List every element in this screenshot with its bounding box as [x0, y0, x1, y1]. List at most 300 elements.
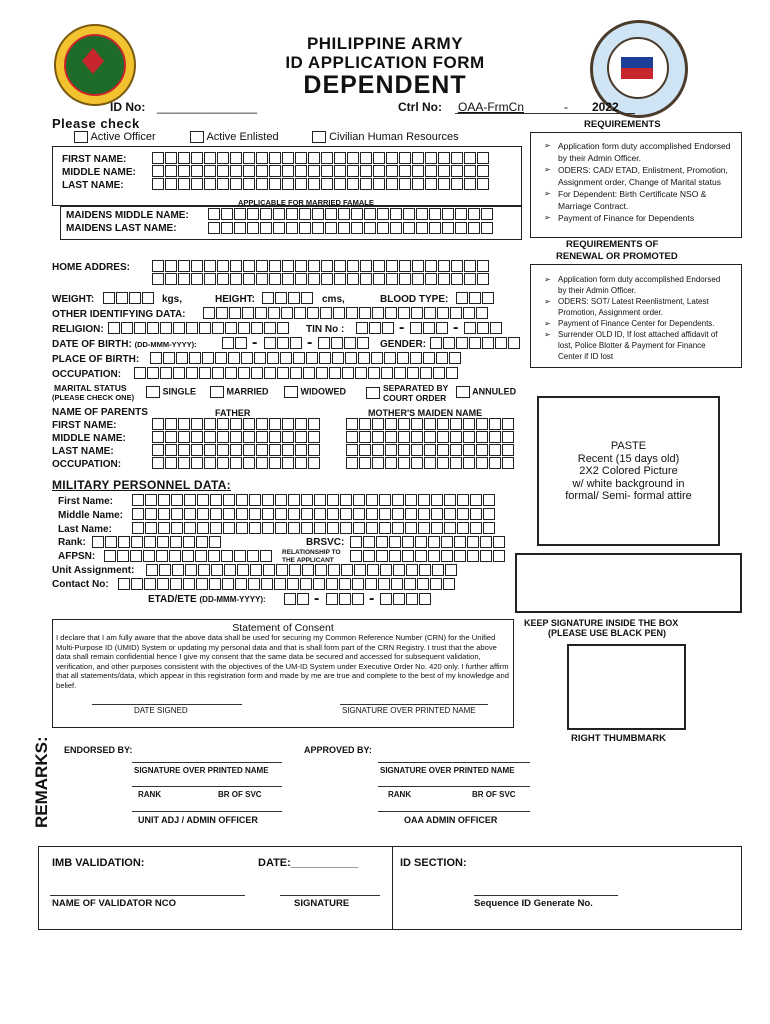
char-box[interactable] [243, 431, 255, 443]
char-box[interactable] [358, 352, 370, 364]
char-box[interactable] [222, 578, 234, 590]
char-box[interactable] [389, 536, 401, 548]
char-box[interactable] [372, 431, 384, 443]
char-box[interactable] [418, 508, 430, 520]
char-box[interactable] [199, 322, 211, 334]
char-box[interactable] [463, 444, 475, 456]
char-box[interactable] [425, 260, 437, 272]
char-box[interactable] [247, 550, 259, 562]
char-box[interactable] [295, 418, 307, 430]
father-occupation-input[interactable] [152, 457, 320, 469]
char-box[interactable] [134, 367, 146, 379]
char-box[interactable] [456, 292, 468, 304]
char-box[interactable] [380, 564, 392, 576]
char-box[interactable] [455, 222, 467, 234]
char-box[interactable] [301, 522, 313, 534]
char-box[interactable] [158, 522, 170, 534]
char-box[interactable] [463, 307, 475, 319]
char-box[interactable] [364, 208, 376, 220]
char-box[interactable] [158, 494, 170, 506]
char-box[interactable] [230, 431, 242, 443]
maidens-middle-input[interactable] [208, 208, 493, 220]
char-box[interactable] [287, 578, 299, 590]
char-box[interactable] [326, 593, 338, 605]
signature-box[interactable] [515, 553, 742, 613]
char-box[interactable] [313, 578, 325, 590]
char-box[interactable] [156, 550, 168, 562]
char-box[interactable] [234, 550, 246, 562]
char-box[interactable] [230, 444, 242, 456]
char-box[interactable] [356, 322, 368, 334]
char-box[interactable] [327, 522, 339, 534]
mil-contact-input[interactable] [118, 578, 455, 590]
char-box[interactable] [277, 322, 289, 334]
char-box[interactable] [379, 494, 391, 506]
char-box[interactable] [260, 222, 272, 234]
char-box[interactable] [436, 322, 448, 334]
char-box[interactable] [344, 337, 356, 349]
char-box[interactable] [454, 550, 466, 562]
first-name-input[interactable] [152, 152, 489, 164]
char-box[interactable] [230, 178, 242, 190]
char-box[interactable] [377, 222, 389, 234]
char-box[interactable] [437, 431, 449, 443]
char-box[interactable] [260, 208, 272, 220]
char-box[interactable] [352, 578, 364, 590]
char-box[interactable] [437, 457, 449, 469]
char-box[interactable] [108, 322, 120, 334]
char-box[interactable] [392, 522, 404, 534]
char-box[interactable] [325, 222, 337, 234]
etad-month[interactable] [326, 593, 364, 605]
char-box[interactable] [417, 578, 429, 590]
char-box[interactable] [415, 536, 427, 548]
char-box[interactable] [191, 444, 203, 456]
char-box[interactable] [372, 418, 384, 430]
char-box[interactable] [288, 292, 300, 304]
char-box[interactable] [359, 418, 371, 430]
char-box[interactable] [346, 307, 358, 319]
char-box[interactable] [470, 522, 482, 534]
char-box[interactable] [152, 444, 164, 456]
char-box[interactable] [369, 322, 381, 334]
char-box[interactable] [165, 178, 177, 190]
char-box[interactable] [230, 273, 242, 285]
char-box[interactable] [286, 222, 298, 234]
char-box[interactable] [242, 307, 254, 319]
char-box[interactable] [346, 457, 358, 469]
char-box[interactable] [340, 522, 352, 534]
char-box[interactable] [433, 367, 445, 379]
char-box[interactable] [191, 178, 203, 190]
char-box[interactable] [237, 564, 249, 576]
char-box[interactable] [234, 208, 246, 220]
char-box[interactable] [502, 431, 514, 443]
char-box[interactable] [256, 165, 268, 177]
etad-day[interactable] [284, 593, 309, 605]
char-box[interactable] [299, 208, 311, 220]
char-box[interactable] [204, 165, 216, 177]
char-box[interactable] [104, 550, 116, 562]
char-box[interactable] [353, 508, 365, 520]
char-box[interactable] [502, 457, 514, 469]
mother-occupation-input[interactable] [346, 457, 514, 469]
char-box[interactable] [230, 457, 242, 469]
char-box[interactable] [430, 578, 442, 590]
char-box[interactable] [321, 273, 333, 285]
etad-year[interactable] [380, 593, 431, 605]
weight-input[interactable] [103, 292, 154, 304]
char-box[interactable] [464, 260, 476, 272]
option-active-officer[interactable] [74, 131, 156, 143]
char-box[interactable] [373, 152, 385, 164]
char-box[interactable] [199, 367, 211, 379]
char-box[interactable] [178, 260, 190, 272]
char-box[interactable] [350, 536, 362, 548]
char-box[interactable] [280, 352, 292, 364]
char-box[interactable] [346, 444, 358, 456]
char-box[interactable] [256, 418, 268, 430]
char-box[interactable] [457, 494, 469, 506]
char-box[interactable] [398, 418, 410, 430]
char-box[interactable] [489, 418, 501, 430]
char-box[interactable] [312, 208, 324, 220]
char-box[interactable] [467, 536, 479, 548]
char-box[interactable] [203, 307, 215, 319]
char-box[interactable] [217, 165, 229, 177]
char-box[interactable] [372, 444, 384, 456]
char-box[interactable] [327, 494, 339, 506]
char-box[interactable] [249, 508, 261, 520]
char-box[interactable] [411, 418, 423, 430]
char-box[interactable] [455, 208, 467, 220]
char-box[interactable] [351, 222, 363, 234]
char-box[interactable] [483, 508, 495, 520]
char-box[interactable] [263, 564, 275, 576]
char-box[interactable] [341, 564, 353, 576]
char-box[interactable] [424, 457, 436, 469]
char-box[interactable] [223, 508, 235, 520]
char-box[interactable] [262, 292, 274, 304]
char-box[interactable] [269, 457, 281, 469]
char-box[interactable] [160, 322, 172, 334]
char-box[interactable] [393, 593, 405, 605]
char-box[interactable] [457, 522, 469, 534]
religion-input[interactable] [108, 322, 289, 334]
checkbox[interactable] [74, 131, 88, 143]
char-box[interactable] [282, 444, 294, 456]
char-box[interactable] [225, 322, 237, 334]
char-box[interactable] [419, 593, 431, 605]
char-box[interactable] [178, 178, 190, 190]
char-box[interactable] [321, 260, 333, 272]
char-box[interactable] [446, 367, 458, 379]
char-box[interactable] [288, 522, 300, 534]
char-box[interactable] [165, 431, 177, 443]
char-box[interactable] [191, 418, 203, 430]
char-box[interactable] [189, 352, 201, 364]
char-box[interactable] [282, 178, 294, 190]
char-box[interactable] [288, 508, 300, 520]
char-box[interactable] [389, 550, 401, 562]
char-box[interactable] [334, 178, 346, 190]
char-box[interactable] [410, 352, 422, 364]
char-box[interactable] [321, 178, 333, 190]
char-box[interactable] [308, 152, 320, 164]
char-box[interactable] [293, 352, 305, 364]
char-box[interactable] [269, 431, 281, 443]
char-box[interactable] [469, 337, 481, 349]
char-box[interactable] [308, 178, 320, 190]
option-civilian[interactable] [312, 131, 459, 143]
char-box[interactable] [274, 578, 286, 590]
char-box[interactable] [223, 522, 235, 534]
char-box[interactable] [411, 457, 423, 469]
char-box[interactable] [377, 208, 389, 220]
char-box[interactable] [431, 494, 443, 506]
char-box[interactable] [273, 222, 285, 234]
char-box[interactable] [397, 352, 409, 364]
char-box[interactable] [300, 578, 312, 590]
char-box[interactable] [210, 508, 222, 520]
char-box[interactable] [431, 508, 443, 520]
char-box[interactable] [92, 536, 104, 548]
char-box[interactable] [359, 431, 371, 443]
char-box[interactable] [495, 337, 507, 349]
char-box[interactable] [247, 222, 259, 234]
char-box[interactable] [365, 578, 377, 590]
char-box[interactable] [483, 522, 495, 534]
checkbox[interactable] [284, 386, 298, 398]
char-box[interactable] [385, 457, 397, 469]
char-box[interactable] [315, 564, 327, 576]
char-box[interactable] [476, 444, 488, 456]
char-box[interactable] [195, 550, 207, 562]
char-box[interactable] [295, 273, 307, 285]
char-box[interactable] [308, 444, 320, 456]
char-box[interactable] [217, 152, 229, 164]
char-box[interactable] [234, 222, 246, 234]
char-box[interactable] [418, 494, 430, 506]
char-box[interactable] [243, 418, 255, 430]
char-box[interactable] [301, 508, 313, 520]
char-box[interactable] [432, 564, 444, 576]
char-box[interactable] [372, 457, 384, 469]
char-box[interactable] [224, 564, 236, 576]
char-box[interactable] [359, 307, 371, 319]
char-box[interactable] [210, 522, 222, 534]
char-box[interactable] [216, 307, 228, 319]
char-box[interactable] [131, 578, 143, 590]
char-box[interactable] [333, 307, 345, 319]
char-box[interactable] [489, 444, 501, 456]
char-box[interactable] [314, 494, 326, 506]
char-box[interactable] [295, 431, 307, 443]
char-box[interactable] [346, 431, 358, 443]
char-box[interactable] [165, 418, 177, 430]
char-box[interactable] [386, 178, 398, 190]
char-box[interactable] [209, 578, 221, 590]
char-box[interactable] [191, 457, 203, 469]
char-box[interactable] [217, 457, 229, 469]
photo-box[interactable] [537, 396, 720, 546]
char-box[interactable] [364, 222, 376, 234]
char-box[interactable] [477, 273, 489, 285]
char-box[interactable] [183, 578, 195, 590]
char-box[interactable] [402, 536, 414, 548]
char-box[interactable] [450, 418, 462, 430]
char-box[interactable] [295, 165, 307, 177]
char-box[interactable] [243, 165, 255, 177]
char-box[interactable] [493, 536, 505, 548]
char-box[interactable] [247, 208, 259, 220]
char-box[interactable] [308, 457, 320, 469]
char-box[interactable] [184, 522, 196, 534]
char-box[interactable] [489, 457, 501, 469]
char-box[interactable] [204, 260, 216, 272]
char-box[interactable] [502, 444, 514, 456]
char-box[interactable] [243, 457, 255, 469]
father-first-input[interactable] [152, 418, 320, 430]
char-box[interactable] [470, 508, 482, 520]
char-box[interactable] [410, 322, 422, 334]
char-box[interactable] [450, 444, 462, 456]
char-box[interactable] [425, 273, 437, 285]
char-box[interactable] [217, 431, 229, 443]
char-box[interactable] [132, 522, 144, 534]
char-box[interactable] [165, 260, 177, 272]
char-box[interactable] [299, 222, 311, 234]
char-box[interactable] [255, 307, 267, 319]
char-box[interactable] [221, 550, 233, 562]
char-box[interactable] [347, 273, 359, 285]
char-box[interactable] [183, 536, 195, 548]
char-box[interactable] [438, 165, 450, 177]
char-box[interactable] [249, 494, 261, 506]
char-box[interactable] [256, 260, 268, 272]
char-box[interactable] [215, 352, 227, 364]
char-box[interactable] [316, 367, 328, 379]
char-box[interactable] [327, 508, 339, 520]
dob-year[interactable] [318, 337, 369, 349]
father-last-input[interactable] [152, 444, 320, 456]
char-box[interactable] [321, 152, 333, 164]
char-box[interactable] [398, 444, 410, 456]
char-box[interactable] [386, 152, 398, 164]
char-box[interactable] [225, 367, 237, 379]
char-box[interactable] [418, 522, 430, 534]
char-box[interactable] [428, 550, 440, 562]
char-box[interactable] [217, 418, 229, 430]
char-box[interactable] [354, 564, 366, 576]
char-box[interactable] [288, 494, 300, 506]
occupation-input[interactable] [134, 367, 458, 379]
char-box[interactable] [415, 550, 427, 562]
char-box[interactable] [339, 593, 351, 605]
char-box[interactable] [212, 322, 224, 334]
char-box[interactable] [165, 457, 177, 469]
char-box[interactable] [444, 494, 456, 506]
char-box[interactable] [241, 352, 253, 364]
char-box[interactable] [318, 337, 330, 349]
char-box[interactable] [404, 578, 416, 590]
char-box[interactable] [367, 564, 379, 576]
char-box[interactable] [468, 222, 480, 234]
last-name-input[interactable] [152, 178, 489, 190]
char-box[interactable] [251, 322, 263, 334]
char-box[interactable] [116, 292, 128, 304]
char-box[interactable] [366, 522, 378, 534]
char-box[interactable] [353, 494, 365, 506]
char-box[interactable] [236, 522, 248, 534]
char-box[interactable] [235, 578, 247, 590]
char-box[interactable] [319, 352, 331, 364]
char-box[interactable] [436, 352, 448, 364]
char-box[interactable] [105, 536, 117, 548]
char-box[interactable] [275, 522, 287, 534]
char-box[interactable] [424, 307, 436, 319]
char-box[interactable] [457, 508, 469, 520]
char-box[interactable] [476, 418, 488, 430]
char-box[interactable] [236, 494, 248, 506]
char-box[interactable] [351, 208, 363, 220]
char-box[interactable] [165, 152, 177, 164]
tin-input-1[interactable] [356, 322, 394, 334]
char-box[interactable] [412, 178, 424, 190]
char-box[interactable] [454, 536, 466, 548]
char-box[interactable] [385, 307, 397, 319]
char-box[interactable] [301, 292, 313, 304]
char-box[interactable] [186, 322, 198, 334]
char-box[interactable] [385, 444, 397, 456]
char-box[interactable] [267, 352, 279, 364]
char-box[interactable] [425, 165, 437, 177]
char-box[interactable] [308, 418, 320, 430]
char-box[interactable] [386, 260, 398, 272]
char-box[interactable] [464, 322, 476, 334]
char-box[interactable] [366, 494, 378, 506]
char-box[interactable] [297, 593, 309, 605]
char-box[interactable] [451, 260, 463, 272]
char-box[interactable] [284, 593, 296, 605]
char-box[interactable] [376, 536, 388, 548]
char-box[interactable] [256, 152, 268, 164]
char-box[interactable] [373, 273, 385, 285]
char-box[interactable] [268, 307, 280, 319]
checkbox[interactable] [456, 386, 470, 398]
char-box[interactable] [398, 431, 410, 443]
char-box[interactable] [275, 508, 287, 520]
char-box[interactable] [165, 273, 177, 285]
char-box[interactable] [405, 494, 417, 506]
mother-middle-input[interactable] [346, 431, 514, 443]
char-box[interactable] [103, 292, 115, 304]
char-box[interactable] [425, 178, 437, 190]
char-box[interactable] [302, 564, 314, 576]
char-box[interactable] [238, 367, 250, 379]
char-box[interactable] [243, 444, 255, 456]
char-box[interactable] [191, 260, 203, 272]
char-box[interactable] [277, 337, 289, 349]
char-box[interactable] [340, 494, 352, 506]
char-box[interactable] [386, 165, 398, 177]
char-box[interactable] [186, 367, 198, 379]
char-box[interactable] [307, 307, 319, 319]
char-box[interactable] [390, 208, 402, 220]
thumbmark-box[interactable] [567, 644, 686, 730]
char-box[interactable] [468, 208, 480, 220]
char-box[interactable] [334, 273, 346, 285]
